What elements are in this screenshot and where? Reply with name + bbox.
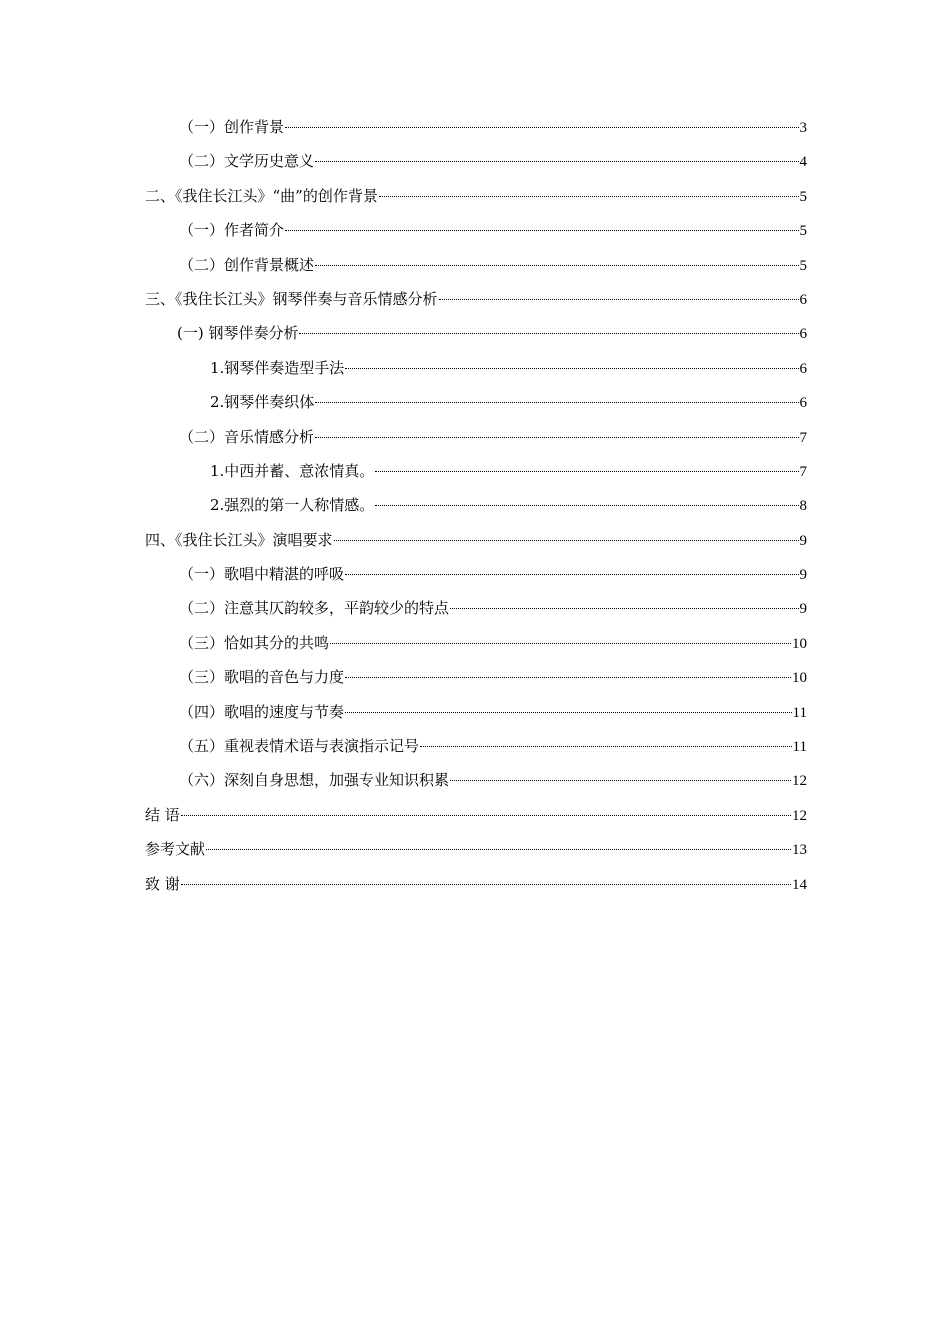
toc-dot-leader (450, 608, 798, 609)
toc-entry-page: 6 (799, 395, 807, 412)
toc-entry[interactable] (145, 184, 807, 218)
toc-dot-leader (345, 574, 798, 575)
toc-entry[interactable] (145, 425, 807, 459)
toc-entry-page: 14 (792, 876, 807, 893)
toc-entry[interactable] (145, 493, 807, 527)
toc-dot-leader (206, 849, 791, 850)
toc-entry-title: （一）创作背景 (179, 118, 285, 136)
toc-entry-title: （二）音乐情感分析 (179, 427, 315, 446)
toc-dot-leader (285, 127, 798, 128)
toc-entry-title: （三）歌唱的音色与力度 (179, 668, 345, 687)
toc-entry-page: 10 (792, 635, 807, 652)
toc-entry-page: 10 (792, 670, 807, 687)
toc-entry[interactable] (145, 356, 807, 390)
toc-entry[interactable] (145, 287, 807, 321)
toc-entry-title: 2.钢琴伴奏织体 (210, 393, 315, 412)
toc-entry[interactable] (145, 218, 807, 252)
toc-entry-page: 11 (792, 739, 807, 756)
toc-dot-leader (345, 677, 791, 678)
toc-dot-leader (375, 471, 798, 472)
toc-entry[interactable] (145, 528, 807, 562)
toc-entry-page: 11 (792, 704, 807, 721)
toc-dot-leader (345, 368, 798, 369)
toc-entry-title: （一）作者简介 (179, 221, 285, 240)
toc-entry-title: 结 语 (145, 805, 180, 824)
toc-entry-title: （二）注意其仄韵较多，平韵较少的特点 (179, 599, 450, 618)
toc-entry-page: 5 (799, 223, 807, 240)
toc-entry-page: 9 (799, 601, 807, 618)
toc-dot-leader (181, 884, 791, 885)
toc-dot-leader (315, 161, 798, 162)
toc-entry-page: 9 (799, 532, 807, 549)
toc-dot-leader (315, 265, 798, 266)
toc-entry[interactable] (145, 459, 807, 493)
toc-entry-title: 1.中西并蓄、意浓情真。 (210, 461, 375, 480)
toc-entry-page: 12 (792, 773, 807, 790)
toc-entry-title: (一) 钢琴伴奏分析 (177, 324, 299, 343)
toc-entry-title: （二）文学历史意义 (179, 152, 315, 171)
toc-entry-title: 致 谢 (145, 874, 180, 893)
toc-entry-title: （六）深刻自身思想，加强专业知识积累 (179, 771, 450, 790)
toc-entry-title: 二、《我住长江头》“曲”的创作背景 (145, 186, 378, 205)
toc-entry-page: 4 (799, 154, 807, 171)
toc-dot-leader (181, 815, 791, 816)
toc-entry-page: 5 (799, 188, 807, 205)
toc-entry[interactable] (145, 734, 807, 768)
toc-dot-leader (450, 780, 791, 781)
toc-entry-title: （三）恰如其分的共鸣 (179, 633, 330, 652)
toc-entry[interactable] (145, 562, 807, 596)
toc-dot-leader (285, 230, 798, 231)
toc-entry-page: 6 (799, 326, 807, 343)
toc-entry-page: 13 (792, 842, 807, 859)
toc-entry-title: 2.强烈的第一人称情感。 (210, 496, 375, 515)
toc-entry[interactable] (145, 390, 807, 424)
toc-dot-leader (379, 196, 799, 197)
toc-entry[interactable] (145, 115, 807, 149)
toc-entry-page: 3 (799, 120, 807, 136)
table-of-contents (145, 115, 807, 906)
toc-entry[interactable] (145, 665, 807, 699)
toc-dot-leader (330, 643, 791, 644)
toc-dot-leader (334, 540, 799, 541)
toc-dot-leader (315, 437, 798, 438)
toc-entry-page: 9 (799, 567, 807, 584)
toc-dot-leader (299, 333, 798, 334)
toc-entry-title: （四）歌唱的速度与节奏 (179, 702, 345, 721)
toc-entry-page: 5 (799, 257, 807, 274)
toc-entry[interactable] (145, 803, 807, 837)
toc-entry[interactable] (145, 872, 807, 906)
toc-entry-title: 1.钢琴伴奏造型手法 (210, 358, 345, 377)
toc-entry-title: （二）创作背景概述 (179, 255, 315, 274)
toc-entry-title: （一）歌唱中精湛的呼吸 (179, 565, 345, 584)
toc-entry-page: 7 (799, 463, 807, 480)
toc-entry-title: 四、《我住长江头》演唱要求 (145, 530, 333, 549)
toc-entry-title: （五）重视表情术语与表演指示记号 (179, 737, 420, 756)
toc-entry[interactable] (145, 149, 807, 183)
toc-entry-page: 6 (799, 291, 807, 308)
toc-dot-leader (345, 712, 792, 713)
toc-entry[interactable] (145, 837, 807, 871)
toc-entry[interactable] (145, 700, 807, 734)
toc-dot-leader (375, 505, 798, 506)
toc-dot-leader (315, 402, 798, 403)
toc-entry-title: 参考文献 (145, 840, 206, 859)
toc-dot-leader (439, 299, 799, 300)
toc-entry-page: 12 (792, 807, 807, 824)
toc-entry-title: 三、《我住长江头》钢琴伴奏与音乐情感分析 (145, 289, 438, 308)
toc-entry-page: 6 (799, 360, 807, 377)
toc-entry-page: 8 (799, 498, 807, 515)
toc-entry-page: 7 (799, 429, 807, 446)
toc-entry[interactable] (145, 768, 807, 802)
toc-entry[interactable] (145, 596, 807, 630)
toc-dot-leader (420, 746, 792, 747)
toc-entry[interactable] (145, 321, 807, 355)
toc-entry[interactable] (145, 253, 807, 287)
toc-entry[interactable] (145, 631, 807, 665)
